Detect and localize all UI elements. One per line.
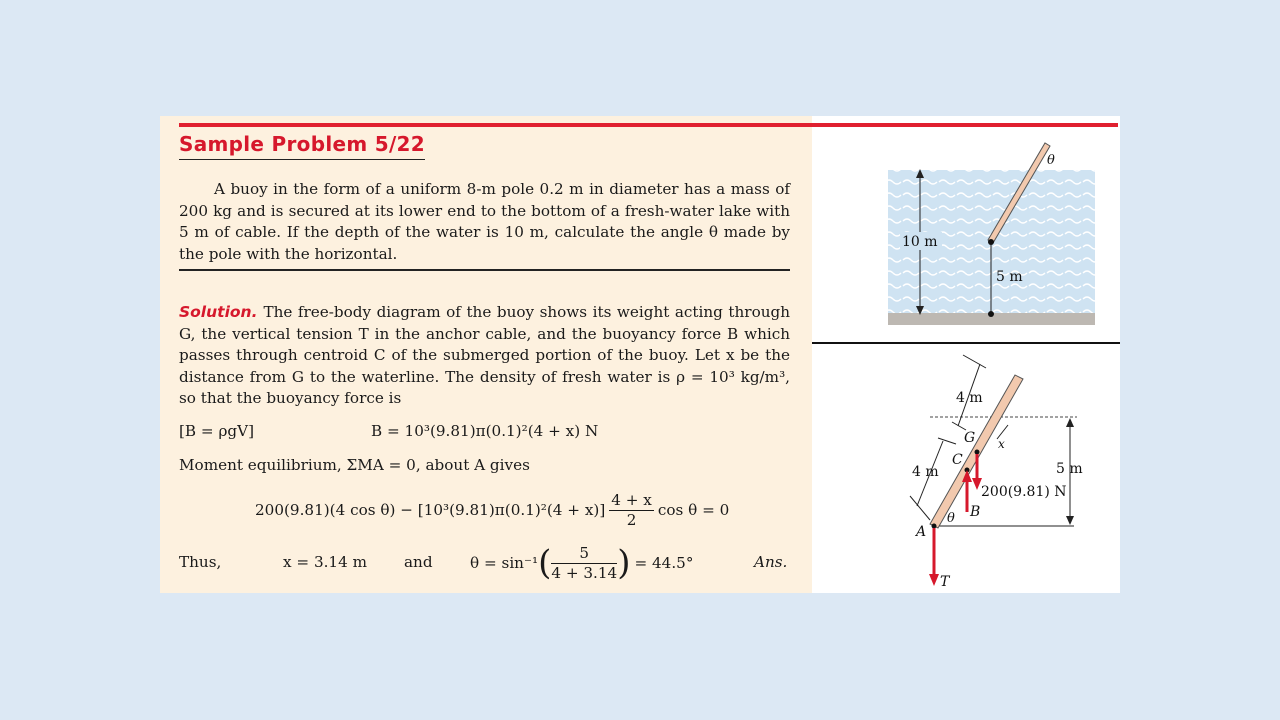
theta-fraction [551,544,617,583]
height-label: 5 m [1056,461,1083,477]
divider-rule [179,269,790,271]
a-point [932,524,937,529]
cable-label: 5 m [996,269,1023,285]
equation-1: B = 10³(9.81)π(0.1)²(4 + x) N [371,422,599,440]
x-label: x [998,437,1005,451]
text-panel [160,116,812,593]
lower-length-label: 4 m [912,464,939,480]
and-label: and [404,553,433,571]
b-label: B [970,504,981,520]
anchor-point [988,311,994,317]
equation-2-fraction [609,491,654,530]
x-result: x = 3.14 m [283,553,367,571]
pole-bottom-point [988,239,994,245]
theta-denominator: 4 + 3.14 [551,563,618,582]
top-length-label: 4 m [956,390,983,406]
t-label: T [940,574,950,590]
thus-label: Thus, [179,553,222,571]
equation-2-denominator: 2 [626,510,637,529]
theta-result [470,542,693,584]
buoy-lake-figure [812,136,1120,341]
title-red-bar [179,123,1118,127]
equation-2-numerator: 4 + x [611,490,652,509]
g-point [975,450,980,455]
free-body-diagram [812,344,1120,593]
equation-2-left: 200(9.81)(4 cos θ) − [10³(9.81)π(0.1)²(4 + x)] [255,501,606,519]
solution-label: Solution. [179,303,258,321]
depth-label: 10 m [902,234,938,250]
solution-intro: The free-body diagram of the buoy shows its weight acting through G, the vertical tension T in the anchor cable, and the buoyancy force B which passes through centroid C of the submerged portion of the buoy. Let x be the distance from G to the waterline. The density of fresh water is ρ = 10³ kg/m³, so that the buoyancy force is [179,303,790,408]
moment-text: Moment equilibrium, ΣMA = 0, about A gives [179,456,530,474]
theta-label: θ [947,511,955,526]
sample-problem-page [160,116,1120,593]
answer-label: Ans. [754,553,788,571]
g-label: G [964,430,976,446]
solution-paragraph [179,302,790,410]
theta-right: = 44.5° [634,554,694,572]
angle-label: θ [1047,153,1055,168]
a-label: A [916,524,927,540]
theta-numerator: 5 [551,544,617,564]
paren-close: ) [617,543,631,583]
c-label: C [952,452,963,468]
equation-1-label: [B = ρgV] [179,422,255,440]
problem-statement: A buoy in the form of a uniform 8-m pole 0.2 m in diameter has a mass of 200 kg and is secured at its lower end to the bottom of a fresh-water lake with 5 m of cable. If the depth of the water is 10 m, calculate the angle θ made by the pole with the horizontal. [179,180,790,263]
equation-2-right: cos θ = 0 [657,501,730,519]
paren-open: ( [538,543,552,583]
weight-label: 200(9.81) N [981,484,1067,500]
equation-2 [255,489,729,531]
problem-title: Sample Problem 5/22 [179,132,425,160]
theta-left: θ = sin⁻¹ [470,554,539,572]
